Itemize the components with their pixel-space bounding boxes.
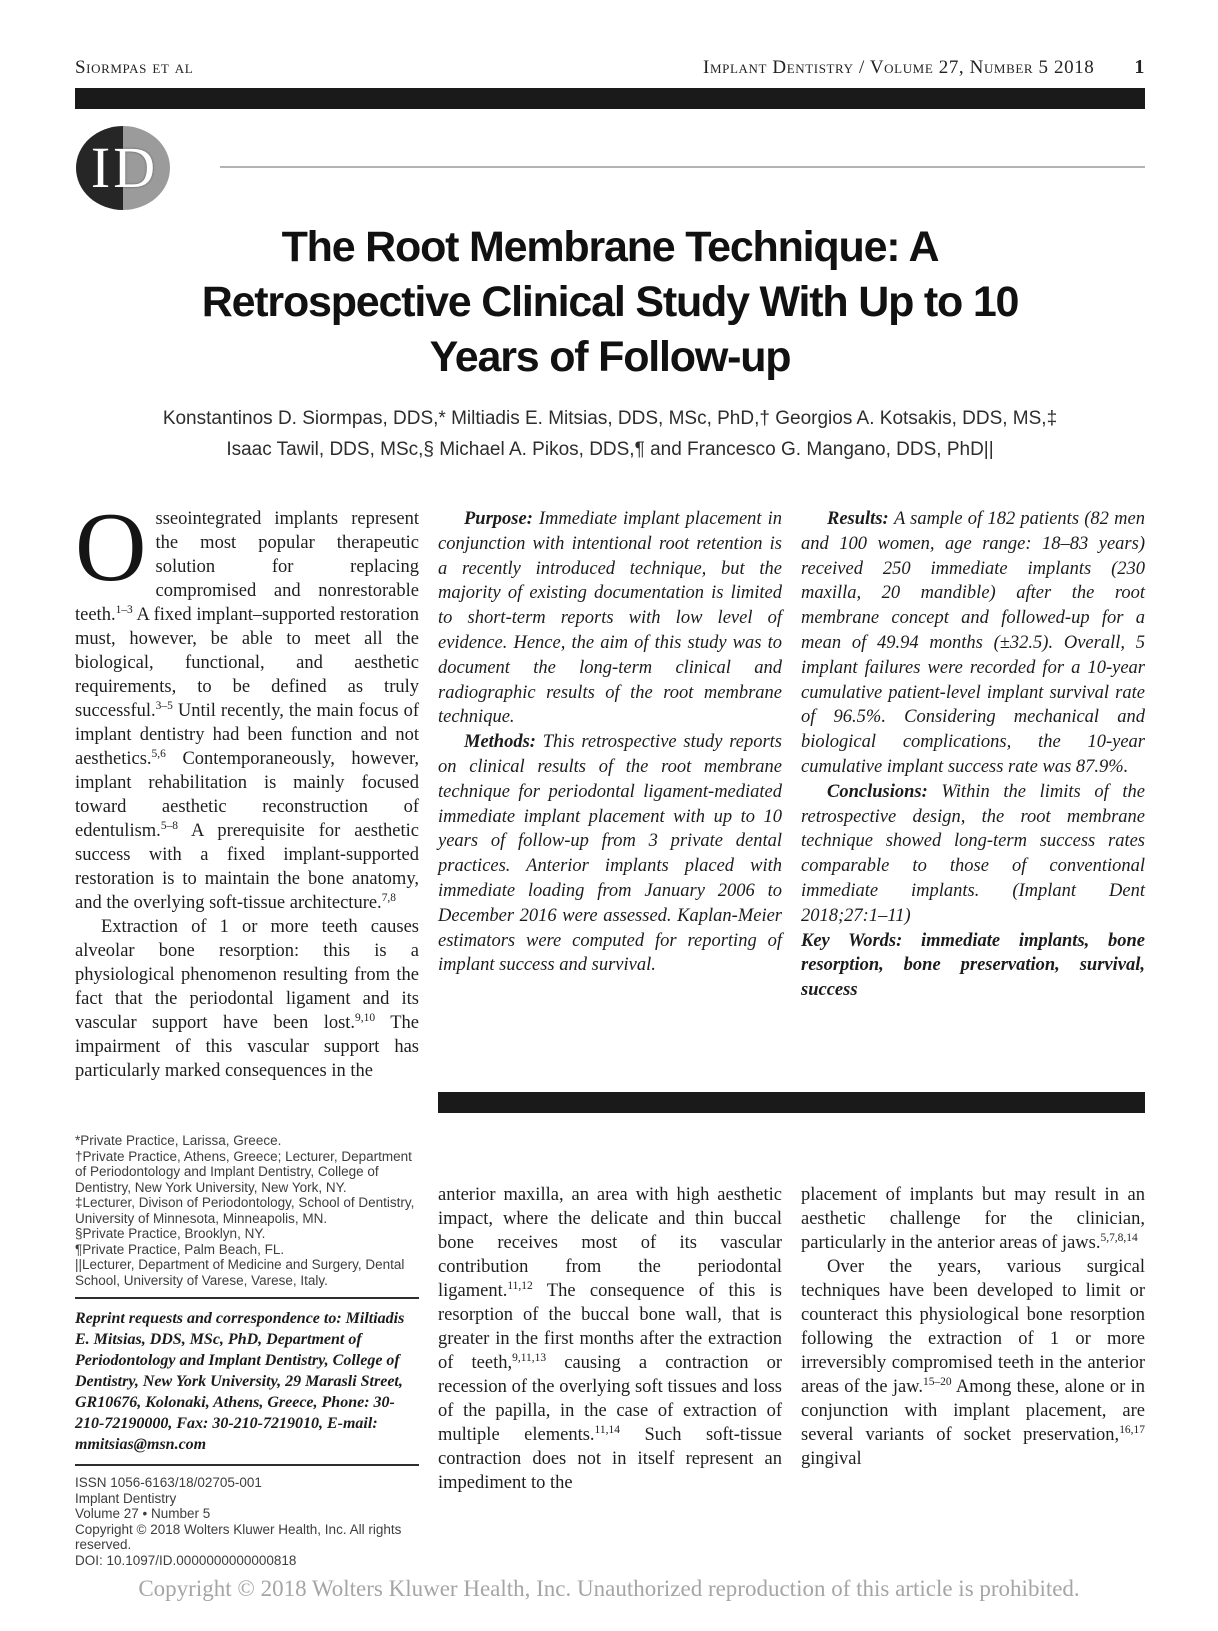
author-line-2: Isaac Tawil, DDS, MSc,§ Michael A. Pikos, DDS,¶ and Francesco G. Mangano, DDS, PhD|| bbox=[226, 439, 994, 460]
author-byline bbox=[75, 403, 1145, 465]
affiliation-item: †Private Practice, Athens, Greece; Lecturer, Department of Periodontology and Implant Dentistry, College of Dentistry, New York University, New York, NY. bbox=[75, 1148, 412, 1195]
author-line-1: Konstantinos D. Siormpas, DDS,* Miltiadis E. Mitsias, DDS, MSc, PhD,† Georgios A. Kotsakis, DDS, MS,‡ bbox=[162, 408, 1058, 429]
body-paragraph-over-the-years: Over the years, various surgical techniques have been developed to limit or counteract this physiological bone resorption following the extraction of 1 or more irreversibly compromised teeth in the anterior areas of the jaw.$^{15-20}$ Among these, alone or in conjunction with implant placement, are several variants of socket preservation,$^{16,17}$ gingival bbox=[801, 1257, 1145, 1469]
journal-logo bbox=[76, 126, 170, 210]
affiliation-item: *Private Practice, Larissa, Greece. bbox=[75, 1133, 282, 1148]
abstract-conclusions: Conclusions: Within the limits of the retrospective design, the root membrane technique showed long-term success rates comparable to those of conventional immediate implants. (Implant Dent 2018;27:1–11) bbox=[801, 781, 1145, 926]
article-title-line-2: Retrospective Clinical Study With Up to 10 bbox=[201, 278, 1019, 326]
abstract-purpose: Purpose: Immediate implant placement in conjunction with intentional root retention is a recently introduced technique, but the majority of existing documentation is limited to short-term reports with low level of evidence. Hence, the aim of this study was to document the long-term clinical and radiographic results of the root membrane technique. bbox=[438, 509, 782, 728]
article-title-line-1: The Root Membrane Technique: A bbox=[281, 223, 939, 271]
abstract-results: Results: A sample of 182 patients (82 men and 100 women, age range: 18–83 years) received 250 immediate implants (230 maxilla, 20 mandible) after the root membrane concept and followed-up for a mean of 49.94 months (±32.5). Overall, 5 implant failures were recorded for a 10-year cumulative patient-level implant survival rate of 96.5%. Considering mechanical and biological complications, the 10-year cumulative implant success rate was 87.9%. bbox=[801, 509, 1145, 777]
intro-paragraph-1-text: sseointegrated implants represent the most popular therapeutic solution for replacing compromised and nonrestorable teeth.$^{1-3}$ A fixed implant–supported restoration must, however, be able to meet all the biological, functional, and aesthetic requirements, to be defined as truly successful.$^{3-5}$ Until recently, the main focus of implant dentistry had been function and not aesthetics.$^{5,6}$ Contemporaneously, however, implant rehabilitation is mainly focused toward aesthetic reconstruction of edentulism.$^{5-8}$ A prerequisite for aesthetic success with a fixed implant-supported restoration is to maintain the bone anatomy, and the overlying soft-tissue architecture.$^{7,8}$ bbox=[75, 509, 419, 913]
intro-paragraph-2: Extraction of 1 or more teeth causes alveolar bone resorption: this is a physiological phenomenon resulting from the fact that the periodontal ligament and its vascular support have been lost.$^{9,10}$ The impairment of this vascular support has particularly marked consequences in the bbox=[75, 917, 419, 1081]
article-title-line-3: Years of Follow-up bbox=[429, 333, 791, 381]
logo-letter-i: I bbox=[90, 135, 111, 200]
affiliation-item: §Private Practice, Brooklyn, NY. bbox=[75, 1226, 266, 1241]
issn-line: ISSN 1056-6163/18/02705-001 bbox=[75, 1475, 262, 1490]
abstract-black-bar bbox=[438, 1092, 1145, 1113]
issn-block bbox=[75, 1475, 419, 1568]
logo-horizontal-rule bbox=[220, 166, 1145, 168]
issn-copyright: Copyright © 2018 Wolters Kluwer Health, Inc. All rights reserved. bbox=[75, 1521, 402, 1552]
reprint-correspondence: Reprint requests and correspondence to: Miltiadis E. Mitsias, DDS, MSc, PhD, Department of Periodontology and Implant Dentistry, College of Dentistry, New York University, 29 Marasli Street, GR10676, Kolonaki, Athens, Greece, Phone: 30-210-72190000, Fax: 30-210-7219010, E-mail: mmitsias@msn.com bbox=[75, 1310, 405, 1453]
body-column-middle bbox=[438, 1183, 782, 1495]
issn-journal: Implant Dentistry bbox=[75, 1490, 177, 1506]
body-column-right bbox=[801, 1183, 1145, 1471]
page-number: 1 bbox=[1134, 56, 1145, 78]
running-head bbox=[75, 56, 1145, 79]
affiliation-item: ‡Lecturer, Divison of Periodontology, School of Dentistry, University of Minnesota, Minneapolis, MN. bbox=[75, 1195, 415, 1226]
logo-letter-d: D bbox=[113, 135, 156, 200]
article-title bbox=[60, 220, 1160, 385]
intro-column bbox=[75, 493, 419, 1083]
abstract-column-2 bbox=[801, 507, 1145, 1003]
body-paragraph-placement: placement of implants but may result in an aesthetic challenge for the clinician, particularly in the anterior areas of jaws.$^{5,7,8,14}$ bbox=[801, 1185, 1145, 1253]
issn-volume-number: Volume 27 • Number 5 bbox=[75, 1506, 211, 1521]
intro-paragraph-1 bbox=[75, 493, 419, 915]
affiliation-item: ||Lecturer, Department of Medicine and Surgery, Dental School, University of Varese, Varese, Italy. bbox=[75, 1257, 405, 1288]
footer-copyright: Copyright © 2018 Wolters Kluwer Health, Inc. Unauthorized reproduction of this article is prohibited. bbox=[138, 1576, 1080, 1601]
affiliation-item: ¶Private Practice, Palm Beach, FL. bbox=[75, 1241, 285, 1257]
divider-rule-top bbox=[75, 1297, 419, 1299]
abstract-keywords: Key Words: immediate implants, bone resorption, bone preservation, survival, success bbox=[801, 930, 1145, 1001]
abstract-methods: Methods: This retrospective study reports on clinical results of the root membrane technique for periodontal ligament-mediated immediate implant placement with up to 10 years of follow-up from 3 private dental practices. Anterior implants placed with immediate loading from January 2006 to December 2016 were assessed. Kaplan-Meier estimators were computed for reporting of implant success and survival. bbox=[438, 732, 782, 976]
affiliations bbox=[75, 1133, 419, 1288]
drop-cap: O bbox=[75, 493, 147, 602]
body-paragraph-anterior-maxilla: anterior maxilla, an area with high aesthetic impact, where the delicate and thin buccal bone receives most of its vascular contribution from the periodontal ligament.$^{11,12}$ The consequence of this is resorption of the buccal bone wall, that is greater in the first months after the extraction of teeth,$^{9,11,13}$ causing a contraction or recession of the overlying soft tissues and loss of the papilla, in the case of extraction of multiple elements.$^{11,14}$ Such soft-tissue contraction does not in itself represent an impediment to the bbox=[438, 1185, 782, 1493]
footnote-stack bbox=[75, 1133, 419, 1568]
running-head-authors: Siormpas et al bbox=[75, 57, 194, 78]
running-head-journal: Implant Dentistry / Volume 27, Number 5 2018 bbox=[703, 57, 1095, 78]
running-head-right bbox=[703, 56, 1145, 79]
header-black-bar bbox=[75, 88, 1145, 109]
divider-rule-bottom bbox=[75, 1464, 419, 1466]
abstract-column-1 bbox=[438, 507, 782, 978]
doi-line: DOI: 10.1097/ID.0000000000000818 bbox=[75, 1552, 297, 1568]
